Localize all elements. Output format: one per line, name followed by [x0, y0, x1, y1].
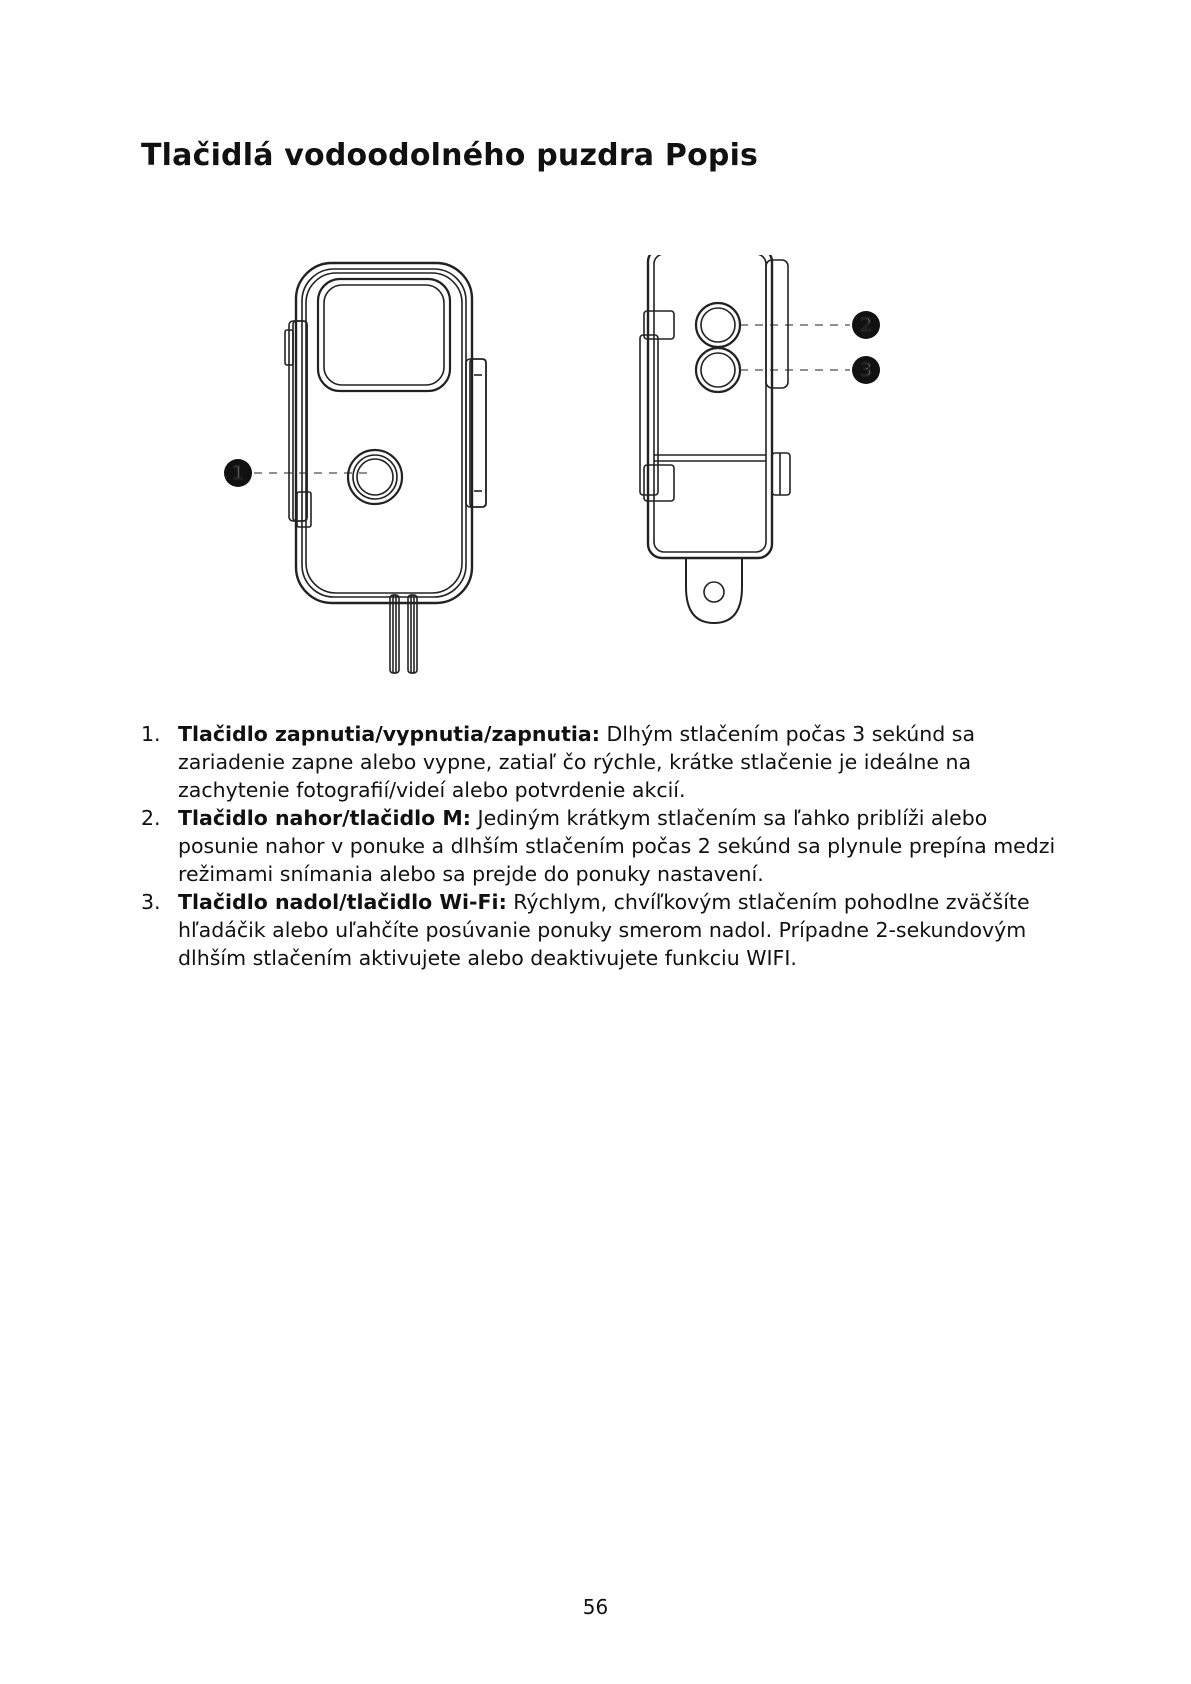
callout-3 [852, 356, 880, 384]
callout-1-number: 1 [231, 462, 245, 484]
list-item [141, 720, 1071, 804]
side-view-case [640, 255, 850, 623]
front-view-case [254, 263, 486, 673]
list-item-label: Tlačidlo nahor/tlačidlo M: [178, 806, 472, 830]
list-item-label: Tlačidlo nadol/tlačidlo Wi-Fi: [178, 890, 507, 914]
list-item-number: 2. [141, 806, 161, 830]
button-description-list [141, 720, 1071, 972]
page-title: Tlačidlá vodoodolného puzdra Popis [141, 138, 759, 173]
list-item-text: Rýchlym, chvíľkovým stlačením pohodlne zväčšíte hľadáčik alebo uľahčíte posúvanie ponuky smerom nadol. Prípadne 2-sekundovým dlhším stlačením aktivujete alebo deaktivujete funkciu WIFI. [178, 890, 1030, 970]
list-item-text: Dlhým stlačením počas 3 sekúnd sa zariadenie zapne alebo vypne, zatiaľ čo rýchle, krátke stlačenie je ideálne na zachytenie fotografií/videí alebo potvrdenie akcií. [178, 722, 976, 802]
callout-1 [224, 459, 252, 487]
housing-diagram [220, 255, 980, 685]
list-item-number: 1. [141, 722, 161, 746]
page-number: 56 [582, 1595, 609, 1619]
list-item [141, 804, 1071, 888]
list-item-label: Tlačidlo zapnutia/vypnutia/zapnutia: [178, 722, 600, 746]
list-item [141, 888, 1071, 972]
list-item-number: 3. [141, 890, 161, 914]
callout-2 [852, 311, 880, 339]
list-item-text: Jediným krátkym stlačením sa ľahko priblíži alebo posunie nahor v ponuke a dlhším stlačením počas 2 sekúnd sa plynule prepína medzi režimami snímania alebo sa prejde do ponuky nastavení. [178, 806, 1056, 886]
callout-2-number: 2 [859, 314, 873, 336]
callout-3-number: 3 [859, 359, 873, 381]
